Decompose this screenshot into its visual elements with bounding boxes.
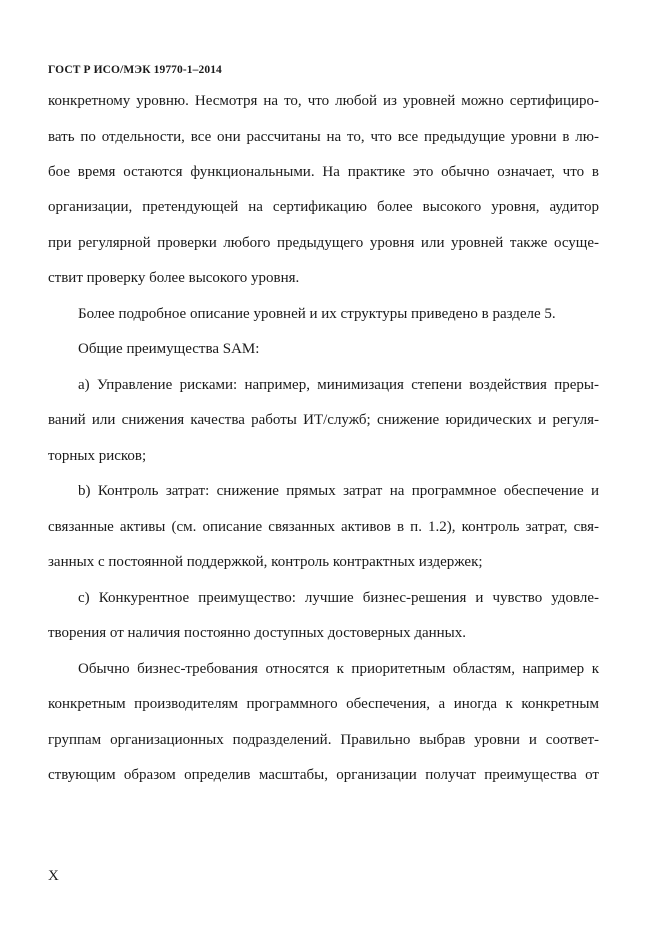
list-item-line: а) Управление рисками: например, минимизация степени воздействия преры-	[78, 377, 599, 393]
page-number: X	[48, 868, 59, 884]
paragraph-line: ствующим образом определив масштабы, организации получат преимущества от	[48, 767, 599, 783]
paragraph-line: конкретным производителям программного обеспечения, а иногда к конкретным	[48, 696, 599, 712]
paragraph-line: при регулярной проверки любого предыдущего уровня или уровней также осуще-	[48, 235, 599, 251]
list-item-line: ваний или снижения качества работы ИТ/служб; снижение юридических и регуля-	[48, 412, 599, 428]
list-item-line: b) Контроль затрат: снижение прямых затрат на программное обеспечение и	[78, 483, 599, 499]
list-item-line: торных рисков;	[48, 448, 147, 464]
paragraph-line: Общие преимущества SAM:	[78, 341, 260, 357]
paragraph-line: Более подробное описание уровней и их структуры приведено в разделе 5.	[78, 306, 556, 322]
list-item-line: c) Конкурентное преимущество: лучшие бизнес-решения и чувство удовле-	[78, 590, 599, 606]
paragraph-line: вать по отдельности, все они рассчитаны на то, что все предыдущие уровни в лю-	[48, 129, 599, 145]
paragraph-line: группам организационных подразделений. Правильно выбрав уровни и соответ-	[48, 732, 599, 748]
paragraph-line: Обычно бизнес-требования относятся к приоритетным областям, например к	[78, 661, 599, 677]
list-item-line: занных с постоянной поддержкой, контроль контрактных издержек;	[48, 554, 483, 570]
paragraph-line: бое время остаются функциональными. На практике это обычно означает, что в	[48, 164, 599, 180]
paragraph-line: ствит проверку более высокого уровня.	[48, 270, 300, 286]
list-item-line: связанные активы (см. описание связанных активов в п. 1.2), контроль затрат, свя-	[48, 519, 599, 535]
paragraph-line: организации, претендующей на сертификацию более высокого уровня, аудитор	[48, 199, 599, 215]
paragraph-line: конкретному уровню. Несмотря на то, что любой из уровней можно сертифициро-	[48, 93, 599, 109]
document-header-standard-number: ГОСТ Р ИСО/МЭК 19770-1–2014	[48, 64, 222, 76]
list-item-line: творения от наличия постоянно доступных достоверных данных.	[48, 625, 466, 641]
